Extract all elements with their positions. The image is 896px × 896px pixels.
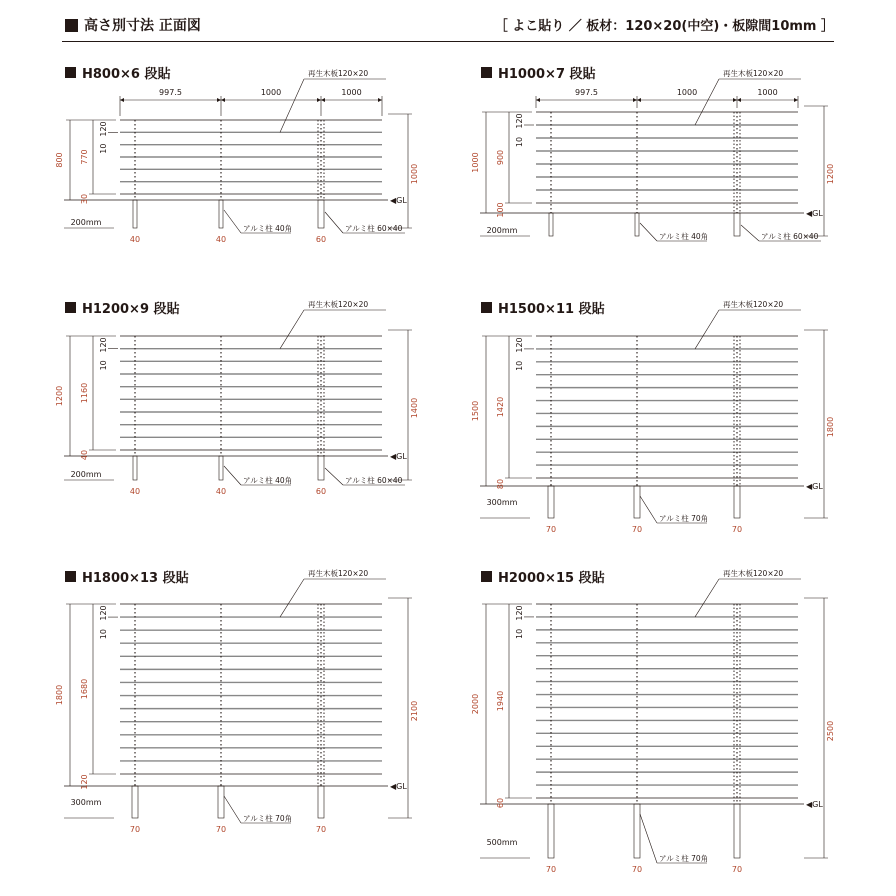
arrow-head [221, 98, 225, 102]
post-width-dim: 40 [129, 235, 141, 244]
post-footing [634, 486, 640, 518]
embed-dim: 300mm [70, 798, 102, 807]
span-dim: 1000 [341, 88, 362, 97]
embed-dim: 300mm [486, 498, 518, 507]
board-height-dim: 120 [99, 121, 108, 137]
board-callout [695, 568, 801, 617]
board-height-dim: 120 [515, 605, 524, 621]
embed-dim: 200mm [70, 470, 102, 479]
post-label-center [224, 796, 292, 823]
post-total-dim: 1000 [410, 163, 419, 185]
post-label-right [325, 468, 405, 485]
post-width-dim: 70 [545, 865, 557, 874]
post-width-dim: 70 [215, 825, 227, 834]
arrow-head [321, 98, 325, 102]
post-label-text: アルミ柱 70角 [659, 514, 709, 523]
frame-dim: 900 [496, 149, 505, 166]
board-callout-text: 再生木板120×20 [723, 569, 784, 578]
board-callout-text: 再生木板120×20 [308, 69, 369, 78]
post-footing [219, 200, 223, 228]
post-label-text: アルミ柱 60×40 [761, 232, 819, 241]
post-footing [318, 200, 324, 228]
leader-line [695, 79, 719, 125]
post-width-dim: 70 [631, 865, 643, 874]
post-footing [548, 486, 554, 518]
post-width-dim: 70 [731, 525, 743, 534]
post-width-dim: 70 [731, 865, 743, 874]
post-width-dim: 70 [545, 525, 557, 534]
post-label-text: アルミ柱 60×40 [345, 224, 403, 233]
post-label-text: アルミ柱 70角 [659, 854, 709, 863]
panel-title-text: H1000×7 段貼 [498, 67, 596, 82]
embed-dim: 500mm [486, 838, 518, 847]
panel-1500 [471, 299, 835, 534]
post-total-dim: 2500 [826, 720, 835, 742]
panel-title-text: H2000×15 段貼 [498, 571, 605, 586]
span-dim: 997.5 [159, 88, 182, 97]
board-callout [280, 299, 386, 349]
panel-title-text: H1800×13 段貼 [82, 571, 189, 586]
frame-dim: 770 [80, 149, 89, 165]
post-footing [133, 456, 137, 480]
panel-1800 [55, 568, 419, 834]
gap-dim: 10 [99, 360, 108, 371]
post-label-text: アルミ柱 40角 [659, 232, 709, 241]
post-width-dim: 70 [315, 825, 327, 834]
panel-title-text: H1200×9 段貼 [82, 302, 180, 317]
gl-label: ◀GL [806, 209, 823, 218]
leader-line [280, 579, 304, 617]
post-label-center [640, 496, 708, 523]
height-dim: 1200 [55, 385, 64, 407]
panel-800 [55, 68, 419, 244]
span-dim: 1000 [757, 88, 778, 97]
span-dimensions [536, 88, 798, 108]
post-width-dim: 70 [631, 525, 643, 534]
arrow-head [120, 98, 124, 102]
leader-line [224, 210, 241, 233]
post-footing [318, 786, 324, 818]
embed-dim: 200mm [486, 226, 518, 235]
leader-line [640, 496, 657, 523]
post-width-dim: 40 [215, 487, 227, 496]
leader-line [280, 79, 304, 132]
gl-label: ◀GL [390, 782, 407, 791]
leader-line [640, 814, 657, 863]
post-footing [132, 786, 138, 818]
page-title-text: 高さ別寸法 正面図 [84, 18, 201, 34]
post-width-dim: 60 [315, 235, 327, 244]
post-footing [734, 804, 740, 858]
leader-line [695, 310, 719, 349]
panel-1000 [471, 68, 835, 241]
gl-label: ◀GL [806, 482, 823, 491]
post-label-center [224, 466, 292, 485]
leader-line [280, 310, 304, 349]
post-footing [219, 456, 223, 480]
height-dim: 800 [55, 152, 64, 168]
leader-line [741, 225, 759, 241]
bottom-gap-dim: 60 [496, 797, 505, 809]
span-dim: 1000 [260, 88, 282, 97]
board-callout-text: 再生木板120×20 [308, 569, 369, 578]
board-callout-text: 再生木板120×20 [723, 69, 784, 78]
bottom-gap-dim: 100 [496, 202, 505, 218]
post-width-dim: 40 [129, 487, 141, 496]
gl-label: ◀GL [390, 196, 407, 205]
gap-dim: 10 [99, 143, 108, 154]
gl-label: ◀GL [390, 452, 407, 461]
arrow-head [733, 98, 737, 102]
post-footing [734, 486, 740, 518]
span-dim: 1000 [676, 88, 698, 97]
arrow-head [637, 98, 641, 102]
bottom-gap-dim: 80 [496, 478, 505, 490]
post-footing [218, 786, 224, 818]
height-dim: 1800 [55, 684, 64, 706]
bottom-gap-dim: 30 [80, 193, 89, 205]
gap-dim: 10 [515, 360, 524, 371]
leader-line [325, 468, 343, 485]
post-total-dim: 1200 [826, 163, 835, 185]
height-dim: 1500 [471, 400, 480, 422]
post-footing [549, 213, 553, 236]
gap-dim: 10 [99, 629, 108, 640]
leader-line [224, 466, 241, 485]
post-width-dim: 60 [315, 487, 327, 496]
height-dim: 2000 [471, 693, 480, 715]
gap-dim: 10 [515, 136, 524, 148]
panel-title-text: H1500×11 段貼 [498, 302, 605, 317]
gl-label: ◀GL [806, 800, 823, 809]
panel-title-text: H800×6 段貼 [82, 67, 171, 82]
panel-2000 [471, 568, 835, 874]
post-footing [634, 804, 640, 858]
leader-line [640, 223, 657, 241]
post-label-text: アルミ柱 70角 [243, 814, 293, 823]
spec-note: ［ よこ貼り ／ 板材：120×20(中空)・板隙間10mm ］ [494, 19, 834, 34]
board-height-dim: 120 [99, 337, 108, 353]
span-dimensions [120, 88, 382, 116]
post-total-dim: 2100 [410, 700, 419, 722]
arrow-head [737, 98, 741, 102]
embed-dim: 200mm [70, 218, 102, 227]
post-label-center [640, 814, 708, 863]
arrow-head [378, 98, 382, 102]
board-callout [695, 299, 801, 349]
panel-1200 [55, 299, 419, 496]
board-callout [695, 68, 801, 125]
board-callout-text: 再生木板120×20 [308, 300, 369, 309]
post-footing [635, 213, 639, 236]
frame-dim: 1940 [496, 690, 505, 712]
post-total-dim: 1400 [410, 397, 419, 419]
post-label-text: アルミ柱 40角 [243, 224, 293, 233]
board-height-dim: 120 [515, 337, 524, 353]
arrow-head [536, 98, 540, 102]
frame-dim: 1160 [80, 382, 89, 404]
board-height-dim: 120 [99, 605, 108, 621]
bottom-gap-dim: 40 [80, 449, 89, 461]
post-width-dim: 40 [215, 235, 227, 244]
post-label-text: アルミ柱 40角 [243, 476, 293, 485]
post-label-right [325, 212, 405, 233]
post-width-dim: 70 [129, 825, 141, 834]
frame-dim: 1680 [80, 678, 89, 700]
post-total-dim: 1800 [826, 416, 835, 438]
span-dim: 997.5 [575, 88, 598, 97]
arrow-head [633, 98, 637, 102]
board-height-dim: 120 [515, 113, 524, 129]
arrow-head [217, 98, 221, 102]
frame-dim: 1420 [496, 396, 505, 418]
post-footing [318, 456, 324, 480]
post-footing [133, 200, 137, 228]
post-label-center [224, 210, 292, 233]
post-label-center [640, 223, 708, 241]
leader-line [224, 796, 241, 823]
leader-line [695, 579, 719, 617]
post-label-text: アルミ柱 60×40 [345, 476, 403, 485]
gap-dim: 10 [515, 628, 524, 639]
post-footing [548, 804, 554, 858]
arrow-head [794, 98, 798, 102]
arrow-head [317, 98, 321, 102]
board-callout-text: 再生木板120×20 [723, 300, 784, 309]
post-footing [734, 213, 740, 236]
leader-line [325, 212, 343, 233]
height-dim: 1000 [471, 152, 480, 173]
board-callout [280, 568, 386, 617]
post-label-right [741, 225, 821, 241]
bottom-gap-dim: 120 [80, 774, 89, 790]
